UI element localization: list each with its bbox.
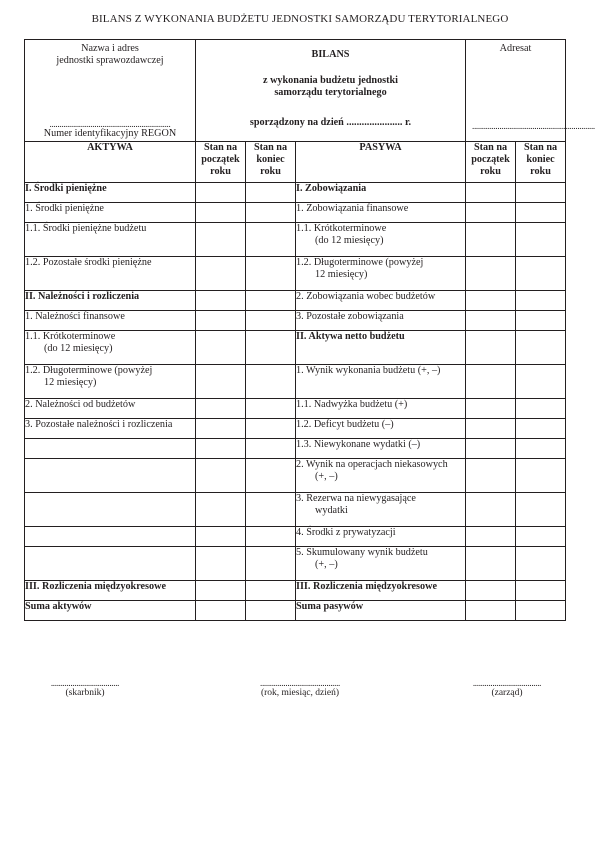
pasywa-label: 3. Rezerwa na niewygasające wydatki	[296, 493, 466, 527]
pasywa-label: 1.1. Krótkoterminowe (do 12 miesięcy)	[296, 223, 466, 257]
value-cell[interactable]	[246, 183, 296, 203]
value-cell[interactable]	[196, 291, 246, 311]
value-cell[interactable]	[516, 257, 566, 291]
value-cell[interactable]	[246, 257, 296, 291]
pasywa-label: 4. Środki z prywatyzacji	[296, 527, 466, 547]
table-row	[25, 291, 566, 311]
aktywa-label: 1. Należności finansowe	[25, 311, 196, 331]
signature-line-zarzad: ...................................	[472, 678, 542, 688]
pasywa-label: 1.2. Deficyt budżetu (–)	[296, 419, 466, 439]
value-cell[interactable]	[466, 601, 516, 621]
value-cell[interactable]	[246, 547, 296, 581]
aktywa-empty	[25, 459, 196, 493]
reporting-unit-box	[25, 40, 196, 142]
table-row	[25, 601, 566, 621]
value-cell[interactable]	[196, 527, 246, 547]
value-cell[interactable]	[196, 581, 246, 601]
value-cell[interactable]	[246, 331, 296, 365]
value-cell[interactable]	[196, 547, 246, 581]
value-cell[interactable]	[196, 331, 246, 365]
table-row	[25, 183, 566, 203]
signature-label-zarzad: (zarząd)	[491, 688, 523, 698]
table-row	[25, 581, 566, 601]
value-cell[interactable]	[466, 223, 516, 257]
balance-sheet-table	[24, 39, 595, 621]
value-cell[interactable]	[246, 311, 296, 331]
signature-label-date: (rok, miesiąc, dzień)	[260, 688, 340, 698]
pasywa-label: 3. Pozostałe zobowiązania	[296, 311, 466, 331]
value-cell[interactable]	[196, 601, 246, 621]
value-cell[interactable]	[516, 439, 566, 459]
value-cell[interactable]	[196, 399, 246, 419]
value-cell[interactable]	[466, 365, 516, 399]
aktywa-label: 3. Pozostałe należności i rozliczenia	[25, 419, 196, 439]
table-row	[25, 331, 566, 365]
pasywa-label: 1. Zobowiązania finansowe	[296, 203, 466, 223]
bilans-subtitle-2: samorządu terytorialnego	[274, 87, 387, 99]
value-cell[interactable]	[516, 365, 566, 399]
value-cell[interactable]	[196, 419, 246, 439]
bilans-title: BILANS	[311, 49, 350, 60]
value-cell[interactable]	[196, 459, 246, 493]
table-row	[25, 493, 566, 527]
table-row	[25, 419, 566, 439]
value-cell[interactable]	[466, 527, 516, 547]
pasywa-label: 1.2. Długoterminowe (powyżej 12 miesięcy)	[296, 257, 466, 291]
aktywa-end-header: Stan na koniec roku	[246, 142, 296, 183]
addressee-label: Adresat	[499, 43, 532, 54]
value-cell[interactable]	[466, 419, 516, 439]
table-row	[25, 365, 566, 399]
table-row	[25, 399, 566, 419]
bilans-subtitle-1: z wykonania budżetu jednostki	[263, 75, 399, 86]
value-cell[interactable]	[516, 291, 566, 311]
value-cell[interactable]	[466, 203, 516, 223]
aktywa-label: II. Należności i rozliczenia	[25, 291, 196, 311]
pasywa-end-header: Stan na koniec roku	[516, 142, 566, 183]
aktywa-label: 2. Należności od budżetów	[25, 399, 196, 419]
addressee-dotted-line: ...............................................................	[472, 121, 595, 131]
unit-name-label-2: jednostki sprawozdawczej	[56, 55, 164, 67]
table-row	[25, 257, 566, 291]
table-row	[25, 459, 566, 493]
regon-dotted-line: ..............................................................	[49, 119, 171, 129]
pasywa-label: 2. Wynik na operacjach niekasowych (+, –)	[296, 459, 466, 493]
value-cell[interactable]	[196, 203, 246, 223]
aktywa-header: AKTYWA	[25, 142, 196, 183]
column-header-row	[25, 142, 566, 183]
aktywa-empty	[25, 493, 196, 527]
aktywa-empty	[25, 439, 196, 459]
value-cell[interactable]	[516, 419, 566, 439]
value-cell[interactable]	[466, 439, 516, 459]
unit-name-label-1: Nazwa i adres	[81, 43, 139, 54]
value-cell[interactable]	[246, 527, 296, 547]
table-row	[25, 203, 566, 223]
value-cell[interactable]	[246, 439, 296, 459]
value-cell[interactable]	[516, 459, 566, 493]
value-cell[interactable]	[466, 399, 516, 419]
aktywa-empty	[25, 527, 196, 547]
value-cell[interactable]	[246, 601, 296, 621]
table-row	[25, 527, 566, 547]
value-cell[interactable]	[196, 439, 246, 459]
pasywa-label: III. Rozliczenia międzyokresowe	[296, 581, 466, 601]
value-cell[interactable]	[246, 581, 296, 601]
value-cell[interactable]	[196, 223, 246, 257]
value-cell[interactable]	[466, 311, 516, 331]
aktywa-start-header: Stan na początek roku	[196, 142, 246, 183]
signature-label-skarbnik: (skarbnik)	[65, 688, 105, 698]
pasywa-start-header: Stan na początek roku	[466, 142, 516, 183]
aktywa-label: III. Rozliczenia międzyokresowe	[25, 581, 196, 601]
aktywa-label: 1.1. Środki pieniężne budżetu	[25, 223, 196, 257]
table-row	[25, 223, 566, 257]
value-cell[interactable]	[246, 419, 296, 439]
value-cell[interactable]	[466, 183, 516, 203]
value-cell[interactable]	[246, 223, 296, 257]
value-cell[interactable]	[516, 311, 566, 331]
value-cell[interactable]	[516, 527, 566, 547]
signature-zarzad	[452, 678, 562, 698]
value-cell[interactable]	[466, 493, 516, 527]
value-cell[interactable]	[516, 331, 566, 365]
value-cell[interactable]	[516, 601, 566, 621]
pasywa-header: PASYWA	[296, 142, 466, 183]
aktywa-label: 1.2. Pozostałe środki pieniężne	[25, 257, 196, 291]
value-cell[interactable]	[246, 365, 296, 399]
value-cell[interactable]	[196, 311, 246, 331]
value-cell[interactable]	[516, 399, 566, 419]
aktywa-label: 1.2. Długoterminowe (powyżej 12 miesięcy)	[25, 365, 196, 399]
value-cell[interactable]	[516, 493, 566, 527]
table-row	[25, 439, 566, 459]
value-cell[interactable]	[516, 581, 566, 601]
value-cell[interactable]	[516, 547, 566, 581]
bilans-title-box	[196, 40, 466, 142]
value-cell[interactable]	[466, 547, 516, 581]
pasywa-label: 5. Skumulowany wynik budżetu (+, –)	[296, 547, 466, 581]
value-cell[interactable]	[466, 459, 516, 493]
value-cell[interactable]	[246, 203, 296, 223]
pasywa-label: 1.1. Nadwyżka budżetu (+)	[296, 399, 466, 419]
signature-skarbnik	[30, 678, 140, 698]
pasywa-total-label: Suma pasywów	[296, 601, 466, 621]
pasywa-label: 1.3. Niewykonane wydatki (–)	[296, 439, 466, 459]
aktywa-empty	[25, 547, 196, 581]
table-row	[25, 547, 566, 581]
value-cell[interactable]	[466, 257, 516, 291]
signature-line-date: .........................................	[260, 678, 340, 688]
regon-label: Numer identyfikacyjny REGON	[43, 128, 177, 139]
value-cell[interactable]	[466, 581, 516, 601]
aktywa-label: I. Środki pieniężne	[25, 183, 196, 203]
value-cell[interactable]	[516, 203, 566, 223]
value-cell[interactable]	[516, 223, 566, 257]
value-cell[interactable]	[196, 183, 246, 203]
table-row	[25, 311, 566, 331]
form-header-row	[25, 40, 566, 142]
aktywa-total-label: Suma aktywów	[25, 601, 196, 621]
pasywa-label: II. Aktywa netto budżetu	[296, 331, 466, 365]
value-cell[interactable]	[246, 291, 296, 311]
value-cell[interactable]	[466, 291, 516, 311]
value-cell[interactable]	[246, 459, 296, 493]
value-cell[interactable]	[196, 493, 246, 527]
pasywa-label: 1. Wynik wykonania budżetu (+, –)	[296, 365, 466, 399]
addressee-box	[466, 40, 595, 142]
pasywa-label: 2. Zobowiązania wobec budżetów	[296, 291, 466, 311]
signature-line-skarbnik: ...................................	[50, 678, 120, 688]
value-cell[interactable]	[196, 365, 246, 399]
value-cell[interactable]	[466, 331, 516, 365]
pasywa-label: I. Zobowiązania	[296, 183, 466, 203]
aktywa-label: 1.1. Krótkoterminowe (do 12 miesięcy)	[25, 331, 196, 365]
value-cell[interactable]	[246, 399, 296, 419]
value-cell[interactable]	[196, 257, 246, 291]
document-title: BILANS Z WYKONANIA BUDŻETU JEDNOSTKI SAMORZĄDU TERYTORIALNEGO	[91, 13, 509, 25]
aktywa-label: 1. Środki pieniężne	[25, 203, 196, 223]
signature-date	[238, 678, 362, 698]
value-cell[interactable]	[516, 183, 566, 203]
bilans-date-line: sporządzony na dzień ...................... r.	[249, 117, 412, 128]
value-cell[interactable]	[246, 493, 296, 527]
